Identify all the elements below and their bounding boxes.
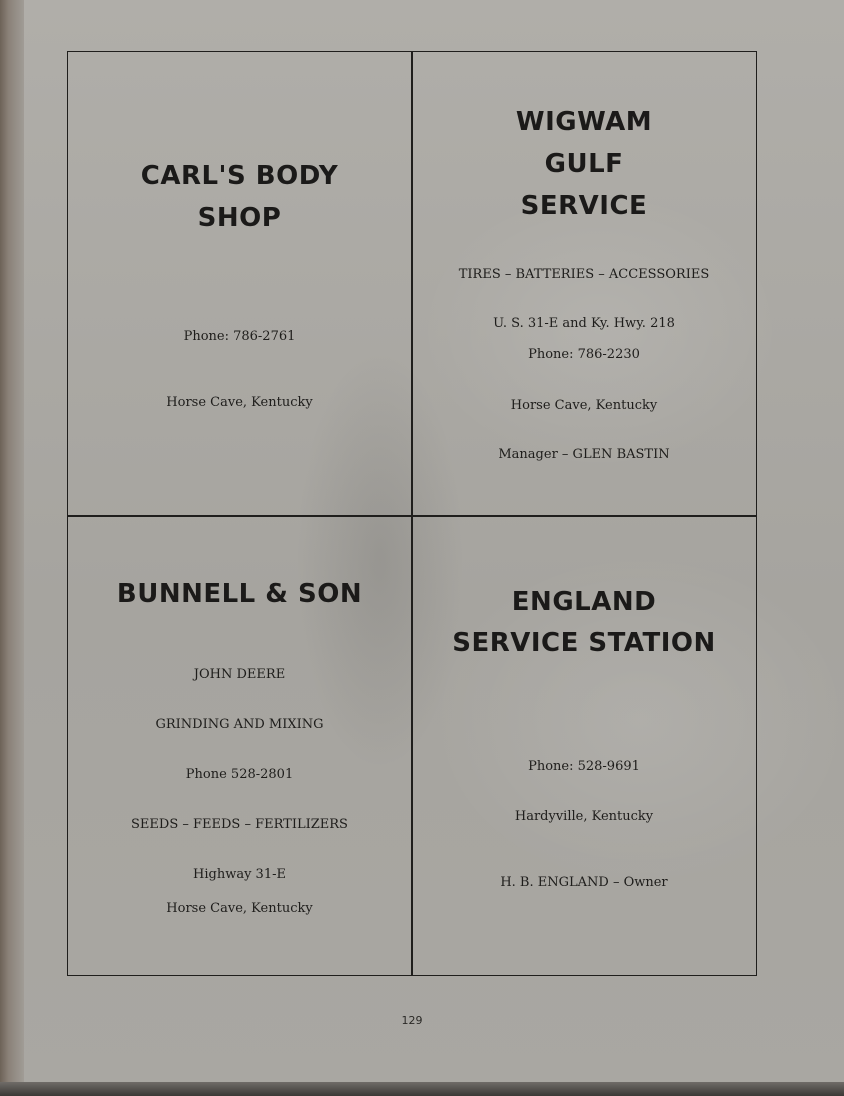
ad-phone: Phone: 786-2230 [528,347,640,362]
ad-services: GRINDING AND MIXING [155,717,324,732]
ad-phone: Phone: 528-9691 [528,759,640,774]
ad-carls-body-shop [68,52,411,515]
ad-title: BUNNELL & SON [116,579,363,609]
ad-grid [67,51,757,976]
ad-phone: Phone: 786-2761 [183,329,296,344]
ad-title: WIGWAM [515,107,653,137]
page-number: 129 [401,1014,423,1027]
ad-location: Horse Cave, Kentucky [510,398,658,413]
ad-title: CARL'S BODY [140,161,339,191]
ad-phone: Phone 528-2801 [185,767,294,782]
ad-location: Hardyville, Kentucky [514,809,654,824]
page-binding-edge [0,0,24,1096]
ad-location: Horse Cave, Kentucky [166,901,313,916]
ad-wigwam-gulf-service [412,52,756,515]
ad-address: U. S. 31-E and Ky. Hwy. 218 [493,316,675,331]
ad-products: SEEDS – FEEDS – FERTILIZERS [131,817,348,832]
ad-title: SERVICE [520,191,648,221]
ad-title: SERVICE STATION [452,628,716,658]
ad-products: TIRES – BATTERIES – ACCESSORIES [458,267,710,282]
ad-title: SHOP [197,203,282,233]
ad-manager: Manager – GLEN BASTIN [498,447,670,462]
ad-title: ENGLAND [511,587,657,617]
ad-location: Horse Cave, Kentucky [166,395,313,410]
ad-owner: H. B. ENGLAND – Owner [500,875,668,890]
ad-address: Highway 31-E [193,867,286,882]
ad-title: GULF [544,149,624,179]
ad-bunnell-and-son [68,517,411,975]
ad-brand: JOHN DEERE [193,667,286,682]
page-bottom-edge [0,1082,844,1096]
ad-england-service-station [412,517,756,975]
